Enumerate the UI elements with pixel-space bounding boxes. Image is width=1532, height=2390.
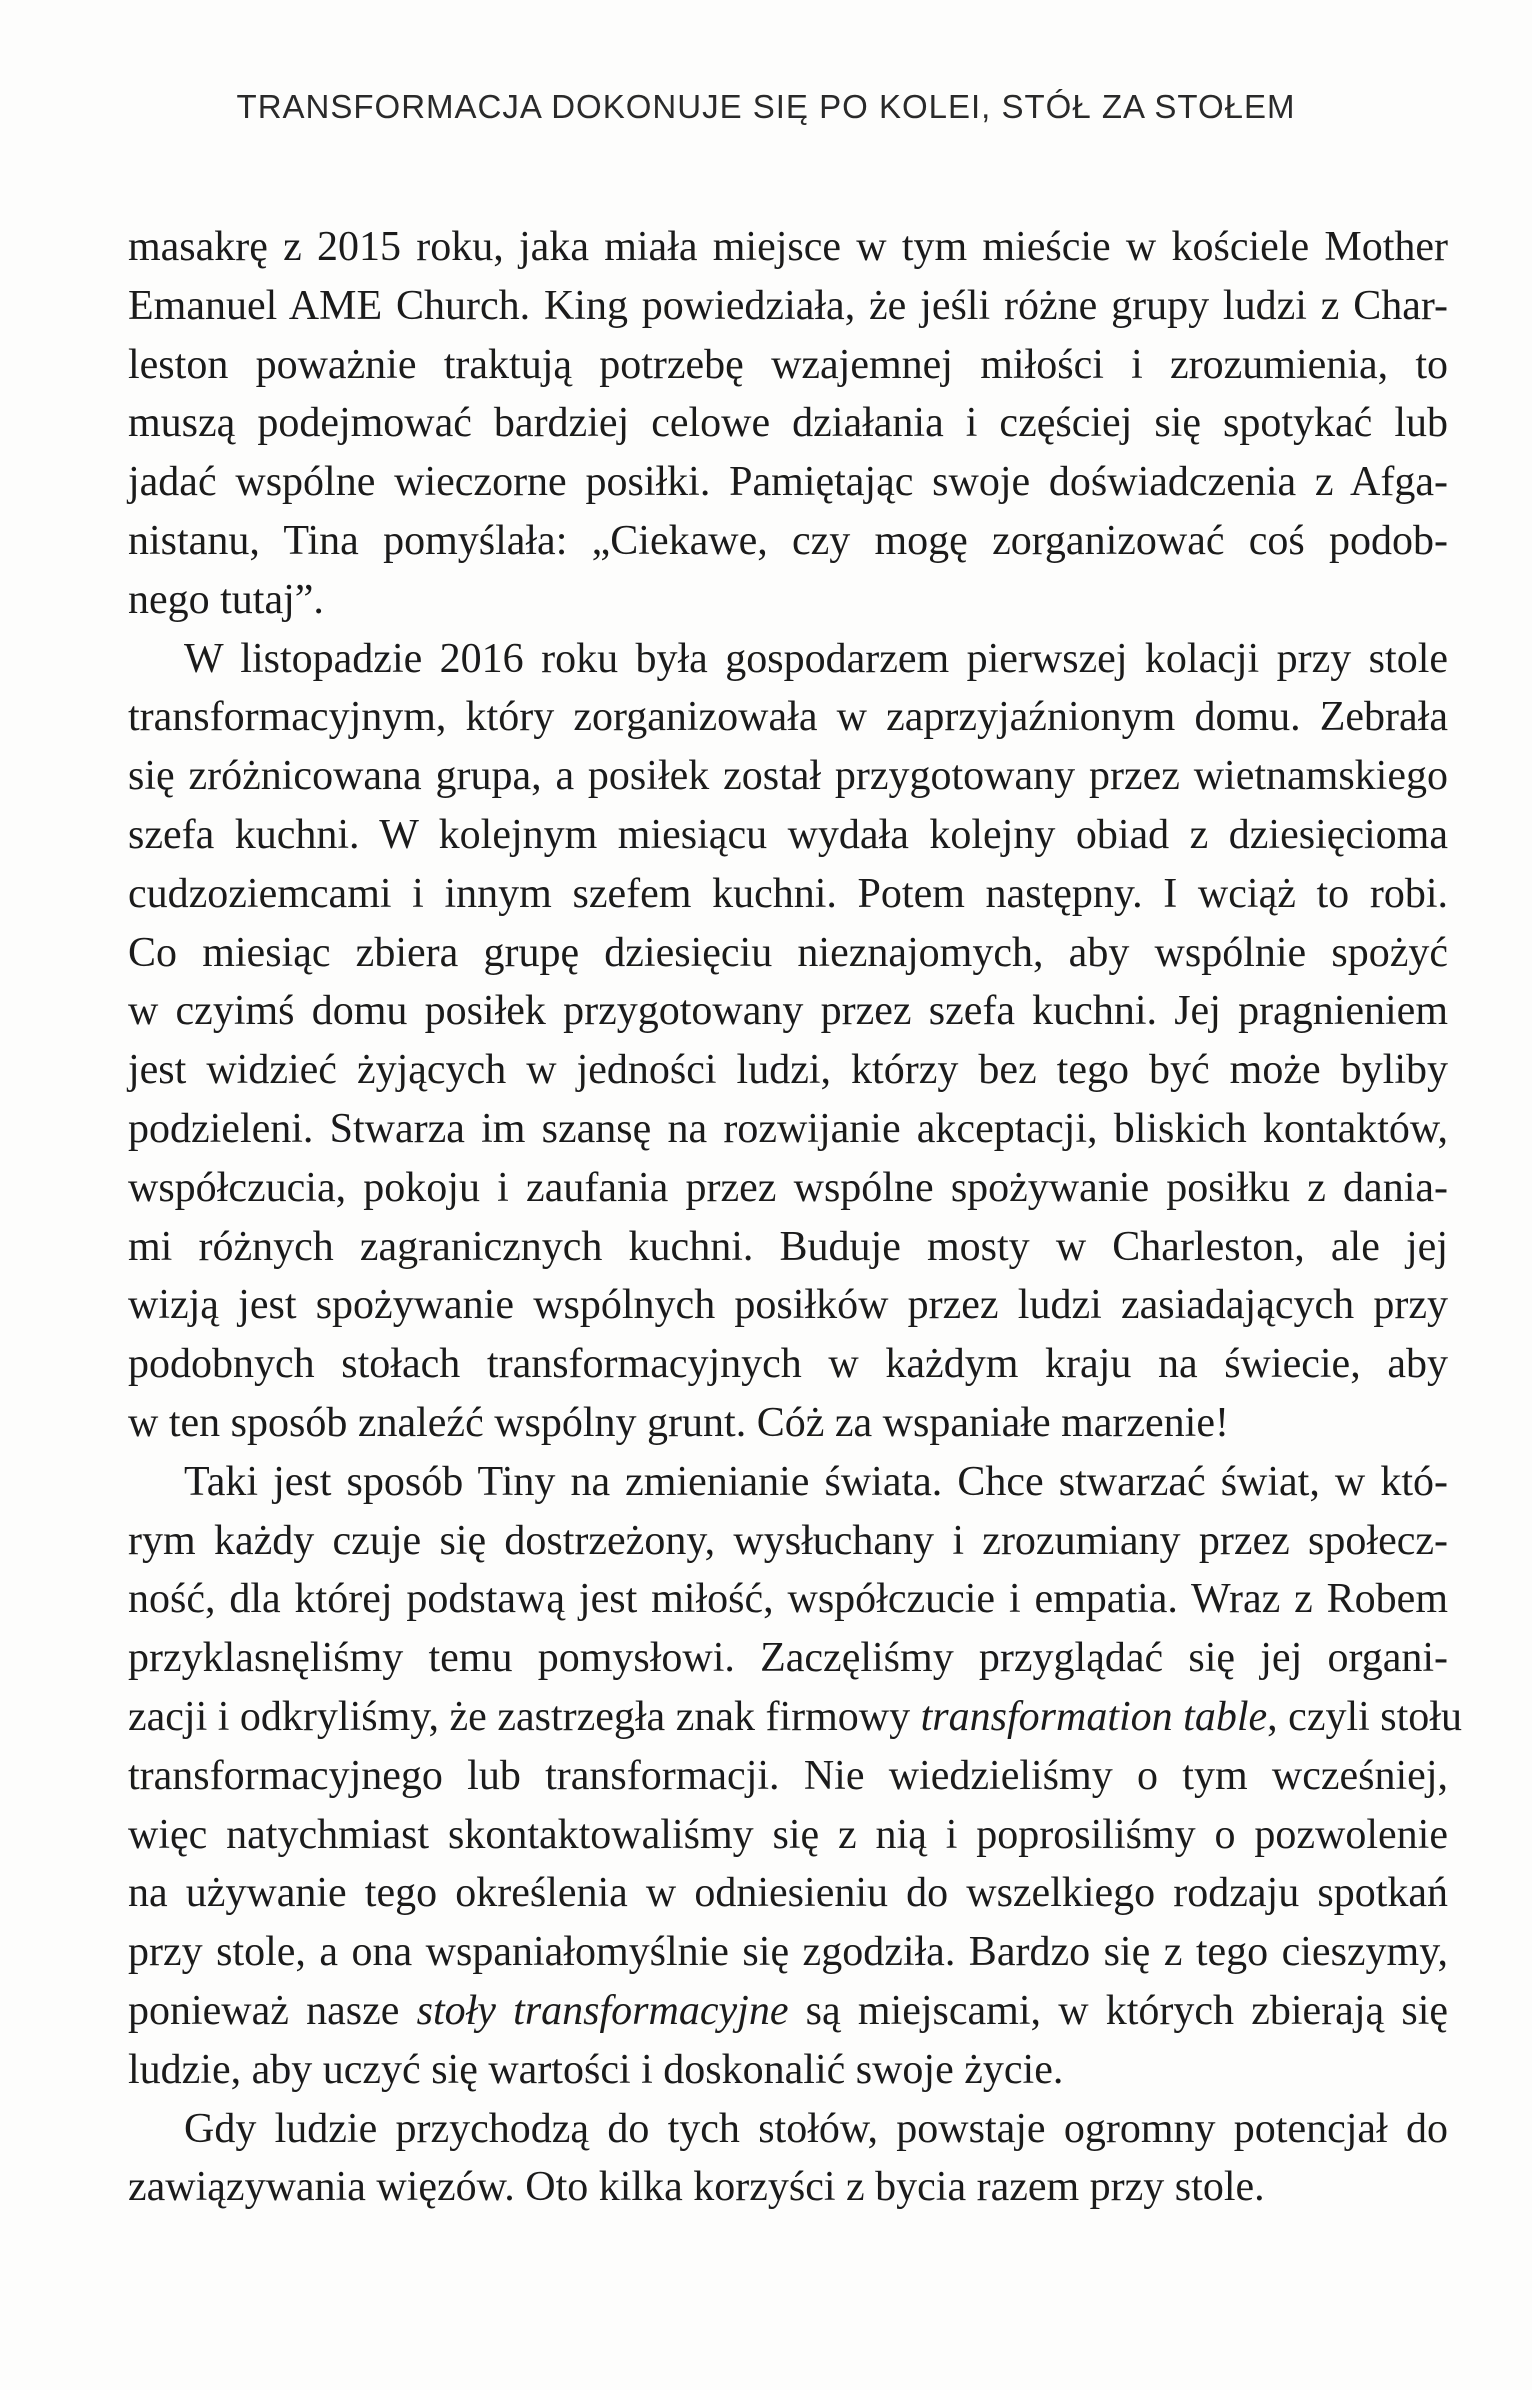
text-line <box>128 1570 1448 1629</box>
text-segment: jest widzieć żyjących w jedności ludzi, którzy bez tego być może byliby <box>128 1047 1448 1094</box>
text-segment: Co miesiąc zbiera grupę dziesięciu nieznajomych, aby wspólnie spożyć <box>128 929 1448 976</box>
text-segment: nistanu, Tina pomyślała: „Ciekawe, czy mogę zorganizować coś podob- <box>128 517 1448 564</box>
text-line <box>128 1864 1448 1923</box>
text-line <box>128 1335 1448 1394</box>
text-line <box>128 1453 1448 1512</box>
text-segment: nego tutaj”. <box>128 576 324 623</box>
text-segment: na używanie tego określenia w odniesieniu do wszelkiego rodzaju spotkań <box>128 1870 1448 1917</box>
text-line <box>128 1276 1448 1335</box>
text-segment: Taki jest sposób Tiny na zmienianie świata. Chce stwarzać świat, w któ- <box>184 1458 1448 1505</box>
text-segment: W listopadzie 2016 roku była gospodarzem pierwszej kolacji przy stole <box>184 635 1448 682</box>
body-text <box>128 218 1462 2217</box>
text-line <box>128 806 1448 865</box>
text-segment: przy stole, a ona wspaniałomyślnie się zgodziła. Bardzo się z tego cieszymy, <box>128 1929 1448 1976</box>
text-line <box>128 688 1448 747</box>
paragraph <box>128 218 1448 630</box>
text-segment: Gdy ludzie przychodzą do tych stołów, powstaje ogromny potencjał do <box>184 2105 1448 2152</box>
text-segment: rym każdy czuje się dostrzeżony, wysłuchany i zrozumiany przez społecz- <box>128 1517 1448 1564</box>
text-line <box>128 1747 1448 1806</box>
text-segment: szefa kuchni. W kolejnym miesiącu wydała kolejny obiad z dziesięcioma <box>128 811 1448 858</box>
text-line <box>128 747 1448 806</box>
text-segment: , czyli stołu <box>1267 1693 1462 1740</box>
text-segment: Emanuel AME Church. King powiedziała, że jeśli różne grupy ludzi z Char- <box>128 282 1448 329</box>
text-segment: podzieleni. Stwarza im szansę na rozwijanie akceptacji, bliskich kontaktów, <box>128 1105 1448 1152</box>
text-line <box>128 1688 1462 1747</box>
text-line <box>128 865 1448 924</box>
text-line <box>128 1394 1448 1453</box>
text-segment: ność, dla której podstawą jest miłość, współczucie i empatia. Wraz z Robem <box>128 1576 1448 1623</box>
text-line <box>128 1159 1448 1218</box>
text-segment: mi różnych zagranicznych kuchni. Buduje mosty w Charleston, ale jej <box>128 1223 1448 1270</box>
text-line <box>128 1218 1448 1277</box>
text-segment: podobnych stołach transformacyjnych w każdym kraju na świecie, aby <box>128 1341 1448 1388</box>
text-segment: przyklasnęliśmy temu pomysłowi. Zaczęliśmy przyglądać się jej organi- <box>128 1635 1448 1682</box>
text-segment: są miejscami, w których zbierają się <box>788 1987 1449 2034</box>
text-line <box>128 336 1448 395</box>
text-line <box>128 1512 1448 1571</box>
text-line <box>128 1923 1448 1982</box>
text-line <box>128 1629 1448 1688</box>
text-line <box>128 1041 1448 1100</box>
italic-phrase: transformation table <box>920 1693 1268 1740</box>
text-line <box>128 2041 1448 2100</box>
text-segment: współczucia, pokoju i zaufania przez wspólne spożywanie posiłku z dania- <box>128 1164 1448 1211</box>
text-segment: jadać wspólne wieczorne posiłki. Pamiętając swoje doświadczenia z Afga- <box>128 459 1448 506</box>
text-segment: więc natychmiast skontaktowaliśmy się z nią i poprosiliśmy o pozwolenie <box>128 1811 1448 1858</box>
text-line <box>128 924 1448 983</box>
text-line <box>128 1982 1448 2041</box>
text-segment: leston poważnie traktują potrzebę wzajemnej miłości i zrozumienia, to <box>128 341 1448 388</box>
text-line <box>128 1100 1448 1159</box>
text-segment: w czyimś domu posiłek przygotowany przez szefa kuchni. Jej pragnieniem <box>128 988 1448 1035</box>
text-line <box>128 453 1448 512</box>
text-segment: cudzoziemcami i innym szefem kuchni. Potem następny. I wciąż to robi. <box>128 870 1448 917</box>
text-segment: muszą podejmować bardziej celowe działania i częściej się spotykać lub <box>128 400 1448 447</box>
text-line <box>128 571 1448 630</box>
text-line <box>128 630 1448 689</box>
text-segment: ponieważ nasze <box>128 1987 417 2034</box>
paragraph <box>128 630 1448 1453</box>
text-line <box>128 218 1448 277</box>
text-line <box>128 1806 1448 1865</box>
paragraph <box>128 1453 1462 2100</box>
text-segment: zacji i odkryliśmy, że zastrzegła znak firmowy <box>128 1693 921 1740</box>
text-segment: transformacyjnego lub transformacji. Nie wiedzieliśmy o tym wcześniej, <box>128 1752 1448 1799</box>
text-line <box>128 512 1448 571</box>
text-segment: się zróżnicowana grupa, a posiłek został przygotowany przez wietnamskiego <box>128 753 1448 800</box>
text-line <box>128 2100 1448 2159</box>
text-segment: zawiązywania więzów. Oto kilka korzyści z bycia razem przy stole. <box>128 2164 1265 2211</box>
text-line <box>128 277 1448 336</box>
text-segment: transformacyjnym, który zorganizowała w zaprzyjaźnionym domu. Zebrała <box>128 694 1448 741</box>
text-segment: wizją jest spożywanie wspólnych posiłków przez ludzi zasiadających przy <box>128 1282 1448 1329</box>
text-line <box>128 394 1448 453</box>
text-segment: masakrę z 2015 roku, jaka miała miejsce w tym mieście w kościele Mother <box>128 224 1448 270</box>
text-line <box>128 982 1448 1041</box>
text-line <box>128 2158 1448 2217</box>
running-header: TRANSFORMACJA DOKONUJE SIĘ PO KOLEI, STÓŁ ZA STOŁEM <box>236 88 1296 125</box>
text-segment: ludzie, aby uczyć się wartości i doskonalić swoje życie. <box>128 2046 1064 2093</box>
paragraph <box>128 2100 1448 2218</box>
italic-phrase: stoły transformacyjne <box>416 1987 789 2034</box>
text-segment: w ten sposób znaleźć wspólny grunt. Cóż za wspaniałe marzenie! <box>128 1399 1229 1446</box>
